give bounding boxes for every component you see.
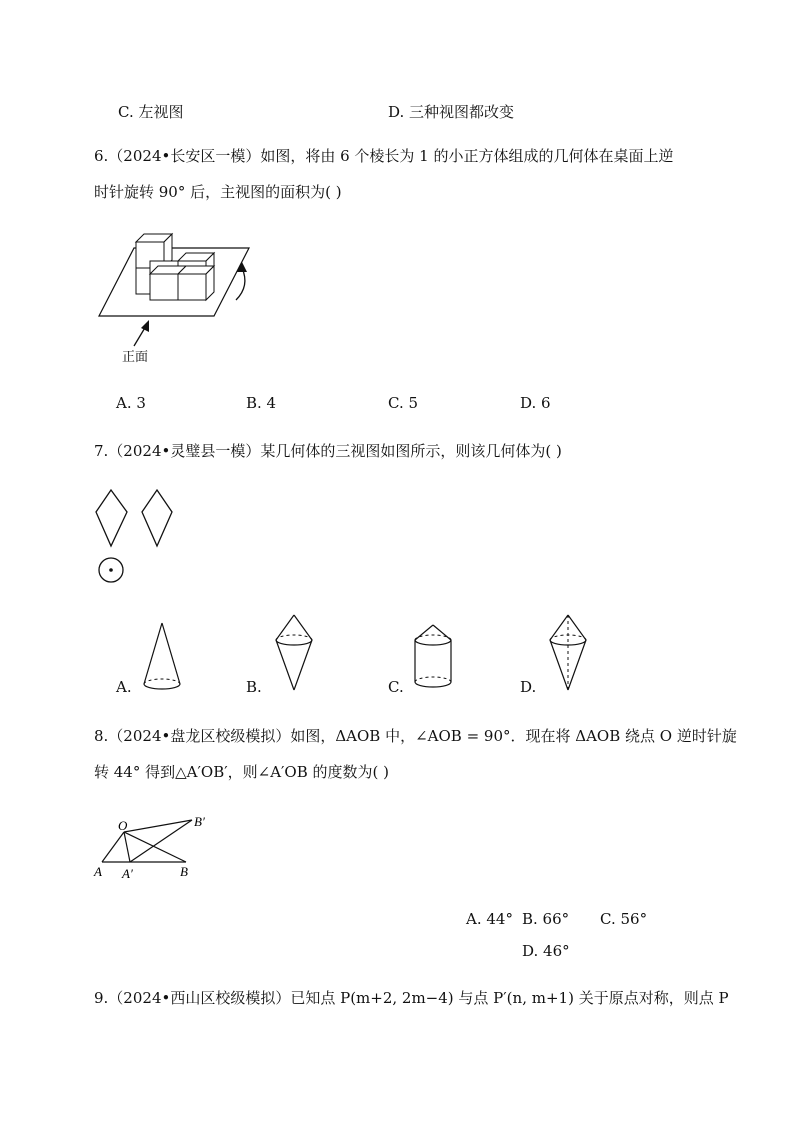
q6-figure <box>94 228 264 370</box>
q7-stem-line1: 7.（2024•灵璧县一模）某几何体的三视图如图所示，则该几何体为( ) <box>94 442 562 460</box>
q6-option-c: C. 5 <box>388 394 419 412</box>
q8-option-b: B. 66° <box>522 910 570 928</box>
q7-figure-c-cylinder-cone <box>410 622 456 692</box>
q7-figure-b-double-cone <box>272 612 316 694</box>
label-a-prime: A′ <box>122 866 133 881</box>
q7-option-c: C. <box>388 678 404 696</box>
q8-option-c: C. 56° <box>600 910 648 928</box>
q6-option-d: D. 6 <box>520 394 551 412</box>
q5-option-d: D. 三种视图都改变 <box>388 103 515 121</box>
q8-stem-line1: 8.（2024•盘龙区校级模拟）如图，ΔAOB 中，∠AOB = 90°．现在将 ΔAOB 绕点 O 逆时针旋 <box>94 727 737 745</box>
q8-option-d: D. 46° <box>522 942 570 960</box>
side-view-kite <box>142 490 172 546</box>
q6-option-a: A. 3 <box>116 394 146 412</box>
label-b: B <box>180 864 188 879</box>
q6-option-b: B. 4 <box>246 394 277 412</box>
q7-figure-a-cone <box>140 620 184 692</box>
q6-stem-line1: 6.（2024•长安区一模）如图，将由 6 个棱长为 1 的小正方体组成的几何体在桌面上逆 <box>94 147 674 165</box>
q7-option-a: A. <box>116 678 132 696</box>
q8-stem-line2: 转 44° 得到△A′OB′，则∠A′OB 的度数为( ) <box>94 763 389 781</box>
q5-option-c: C. 左视图 <box>118 103 184 121</box>
q7-option-d: D. <box>520 678 537 696</box>
label-o: O <box>118 818 128 833</box>
q7-figure-d-double-cone-axis <box>546 612 590 694</box>
label-b-prime: B′ <box>194 814 205 829</box>
q7-option-b: B. <box>246 678 262 696</box>
q6-front-label: 正面 <box>122 350 149 365</box>
q8-option-a: A. 44° <box>466 910 513 928</box>
q9-stem-line1: 9.（2024•西山区校级模拟）已知点 P(m+2, 2m−4) 与点 P′(n, m+1) 关于原点对称，则点 P <box>94 989 729 1007</box>
front-view-kite <box>96 490 127 546</box>
label-a: A <box>94 864 102 879</box>
q6-stem-line2: 时针旋转 90° 后，主视图的面积为( ) <box>94 183 342 201</box>
q8-triangle-figure <box>90 810 220 885</box>
q7-three-views <box>94 488 184 586</box>
